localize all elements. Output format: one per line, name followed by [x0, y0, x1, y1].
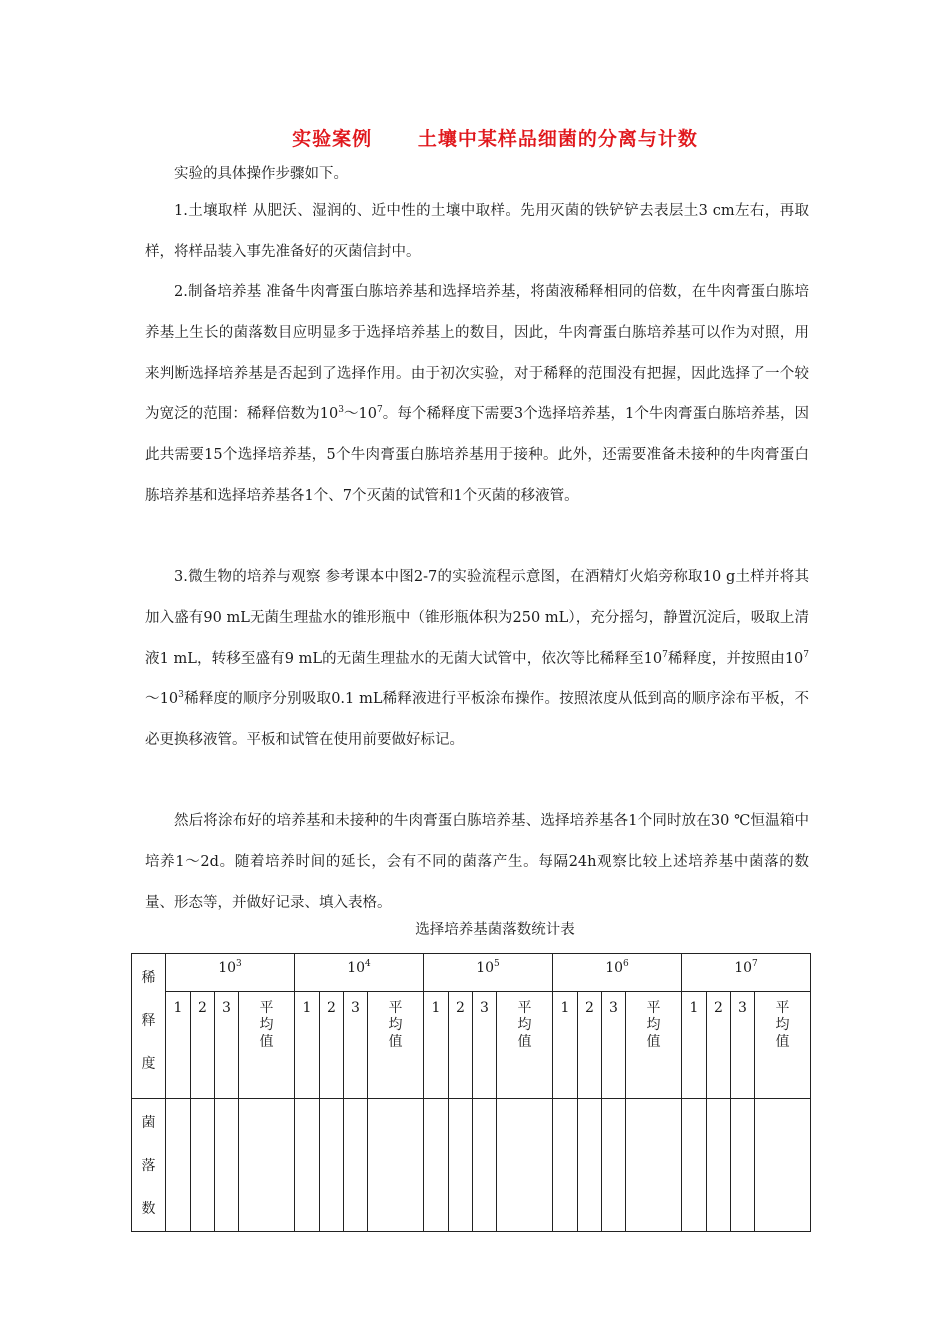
count-cell: [449, 1099, 473, 1232]
count-cell: [497, 1099, 553, 1232]
sample-number: 2: [578, 992, 602, 1099]
count-cell: [553, 1099, 578, 1232]
intro-paragraph: 实验的具体操作步骤如下。: [174, 166, 348, 182]
sub-header-row: [132, 992, 811, 1099]
sample-number: 1: [295, 992, 320, 1099]
sample-number: 3: [602, 992, 626, 1099]
sample-number: 1: [553, 992, 578, 1099]
dilution-header: $10^4$: [295, 954, 424, 992]
count-cell: [707, 1099, 731, 1232]
average-label: 平 均 值: [239, 992, 295, 1099]
sample-number: 3: [473, 992, 497, 1099]
colony-label-cell: 菌 落 数: [132, 1099, 166, 1232]
dilution-header: $10^6$: [553, 954, 682, 992]
count-cell: [424, 1099, 449, 1232]
sample-number: 2: [191, 992, 215, 1099]
colony-count-table: [131, 953, 811, 1232]
sample-number: 2: [707, 992, 731, 1099]
count-cell: [239, 1099, 295, 1232]
count-cell: [215, 1099, 239, 1232]
count-cell: [191, 1099, 215, 1232]
sample-number: 2: [449, 992, 473, 1099]
average-label: 平 均 值: [368, 992, 424, 1099]
count-cell: [626, 1099, 682, 1232]
count-cell: [731, 1099, 755, 1232]
step4-paragraph: 然后将涂布好的培养基和未接种的牛肉膏蛋白胨培养基、选择培养基各1个同时放在30 ℃恒温箱中培养1～2d。随着培养时间的延长，会有不同的菌落产生。每隔24h观察比较上述培养基中菌落的数量、形态等，并做好记录、填入表格。: [145, 813, 809, 911]
dilution-label-cell: 稀 释 度: [132, 954, 166, 1099]
average-label: 平 均 值: [755, 992, 811, 1099]
count-cell: [473, 1099, 497, 1232]
dilution-header-row: [132, 954, 811, 992]
count-cell: [166, 1099, 191, 1232]
sample-number: 3: [215, 992, 239, 1099]
count-cell: [578, 1099, 602, 1232]
count-cell: [755, 1099, 811, 1232]
sample-number: 1: [424, 992, 449, 1099]
sample-number: 2: [320, 992, 344, 1099]
dilution-header: $10^7$: [682, 954, 811, 992]
count-cell: [320, 1099, 344, 1232]
step1-paragraph: 1.土壤取样 从肥沃、湿润的、近中性的土壤中取样。先用灭菌的铁铲铲去表层土3 cm左右，再取样，将样品装入事先准备好的灭菌信封中。: [145, 203, 809, 260]
colony-count-row: [132, 1099, 811, 1232]
count-cell: [295, 1099, 320, 1232]
count-cell: [344, 1099, 368, 1232]
sample-number: 1: [682, 992, 707, 1099]
average-label: 平 均 值: [626, 992, 682, 1099]
page-title: 实验案例 土壤中某样品细菌的分离与计数: [292, 128, 698, 150]
step2-paragraph: 2.制备培养基 准备牛肉膏蛋白胨培养基和选择培养基，将菌液稀释相同的倍数，在牛肉膏蛋白胨培养基上生长的菌落数目应明显多于选择培养基上的数目，因此，牛肉膏蛋白胨培养基可以作为对照，用来判断选择培养基是否起到了选择作用。由于初次实验，对于稀释的范围没有把握，因此选择了一个较为宽泛的范围：稀释倍数为$10^3\sim 10^7$。每个稀释度下需要3个选择培养基，1个牛肉膏蛋白胨培养基，因此共需要15个选择培养基，5个牛肉膏蛋白胨培养基用于接种。此外，还需要准备未接种的牛肉膏蛋白胨培养基和选择培养基各1个、7个灭菌的试管和1个灭菌的移液管。: [145, 284, 810, 504]
sample-number: 3: [344, 992, 368, 1099]
average-label: 平 均 值: [497, 992, 553, 1099]
sample-number: 1: [166, 992, 191, 1099]
sample-number: 3: [731, 992, 755, 1099]
count-cell: [682, 1099, 707, 1232]
table-caption: 选择培养基菌落数统计表: [415, 922, 575, 938]
step3-paragraph: 3.微生物的培养与观察 参考课本中图2-7的实验流程示意图，在酒精灯火焰旁称取10 g土样并将其加入盛有90 mL无菌生理盐水的锥形瓶中（锥形瓶体积为250 mL），充分摇匀，静置沉淀后，吸取上清液1 mL，转移至盛有9 mL的无菌生理盐水的无菌大试管中，依次等比稀释至$10^7$稀释度，并按照由$10^7\sim 10^3$稀释度的顺序分别吸取0.1 mL稀释液进行平板涂布操作。按照浓度从低到高的顺序涂布平板，不必更换移液管。平板和试管在使用前要做好标记。: [145, 569, 810, 749]
dilution-header: $10^5$: [424, 954, 553, 992]
dilution-header: $10^3$: [166, 954, 295, 992]
count-cell: [602, 1099, 626, 1232]
count-cell: [368, 1099, 424, 1232]
